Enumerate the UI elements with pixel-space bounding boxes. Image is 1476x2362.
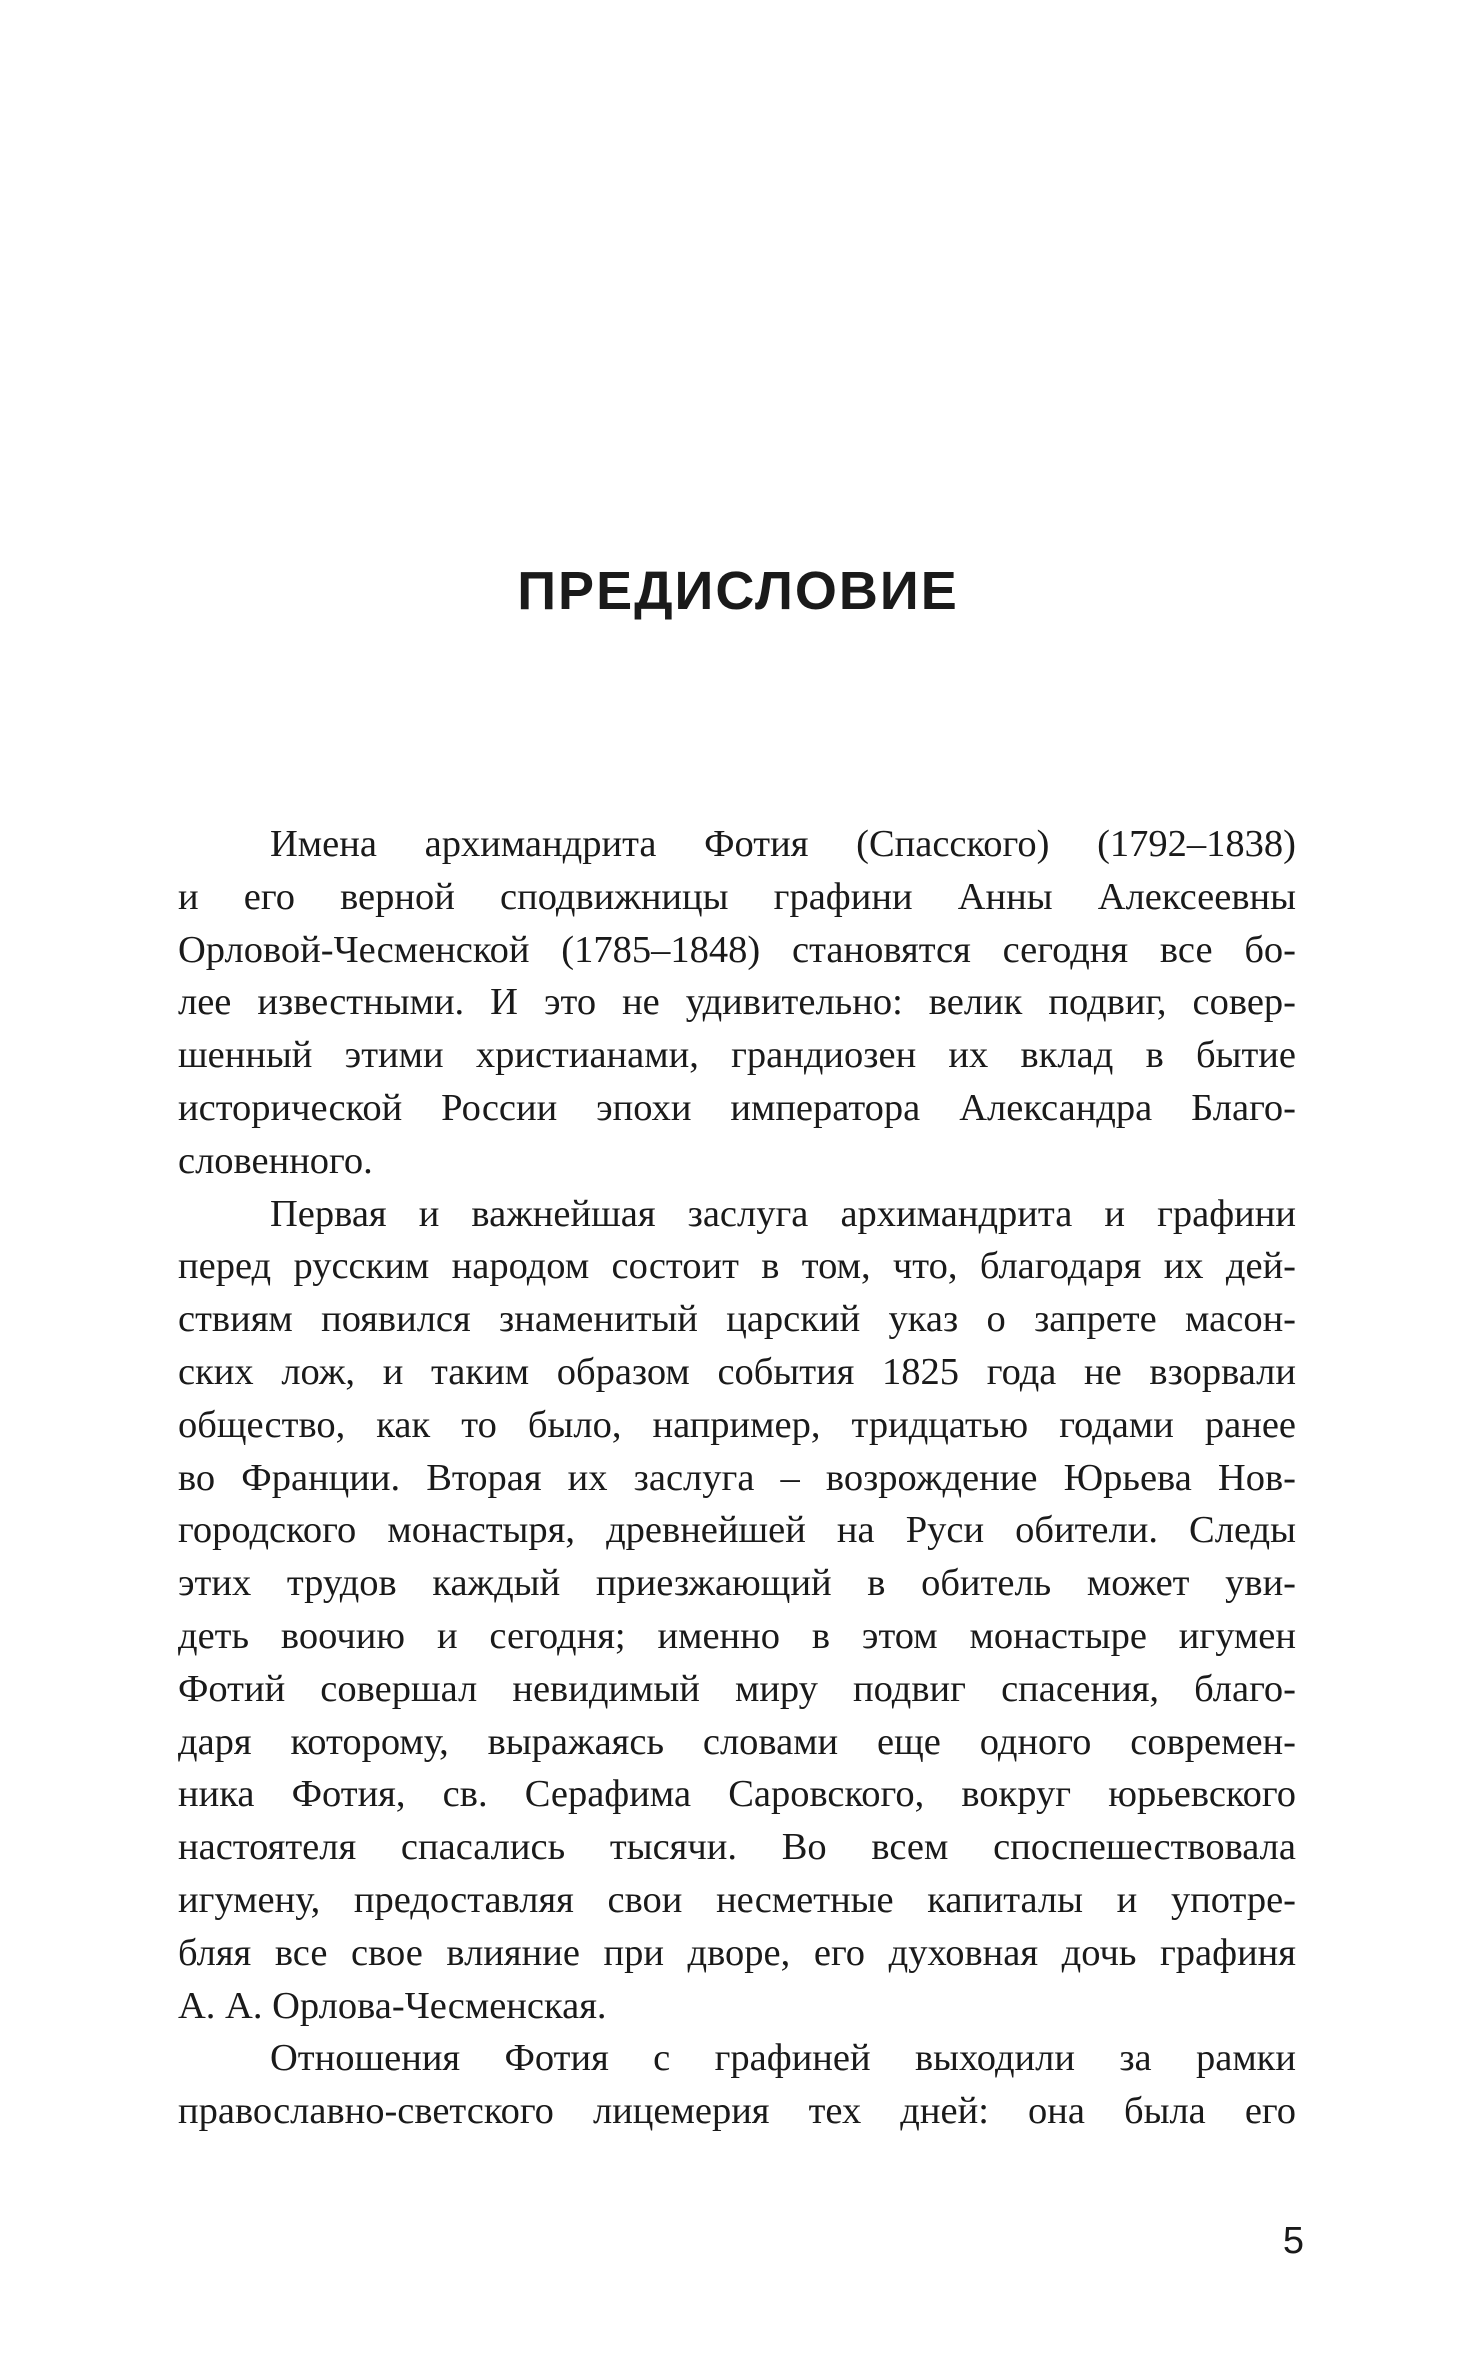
chapter-title: ПРЕДИСЛОВИЕ <box>517 561 959 621</box>
text-line: А. А. Орлова-Чесменская. <box>178 1984 607 2027</box>
text-line: Фотий совершал невидимый миру подвиг спасения, благо- <box>178 1667 1296 1710</box>
text-line: во Франции. Вторая их заслуга – возрождение Юрьева Нов- <box>178 1456 1296 1499</box>
text-line: Орловой-Чесменской (1785–1848) становятся сегодня все бо- <box>178 928 1296 971</box>
text-line: городского монастыря, древнейшей на Руси обители. Следы <box>178 1509 1296 1552</box>
text-line: деть воочию и сегодня; именно в этом монастыре игумен <box>178 1614 1296 1657</box>
text-line: даря которому, выражаясь словами еще одного современ- <box>178 1720 1296 1763</box>
page-number: 5 <box>1282 2220 1304 2262</box>
text-line: бляя все свое влияние при дворе, его духовная дочь графиня <box>178 1931 1296 1974</box>
text-line: шенный этими христианами, грандиозен их вклад в бытие <box>178 1034 1296 1077</box>
text-line: и его верной сподвижницы графини Анны Алексеевны <box>178 875 1296 918</box>
text-line: Отношения Фотия с графиней выходили за рамки <box>270 2037 1296 2080</box>
text-line: Имена архимандрита Фотия (Спасского) (1792–1838) <box>270 823 1296 865</box>
text-line: словенного. <box>178 1139 373 1182</box>
text-line: исторической России эпохи императора Александра Благо- <box>178 1086 1296 1129</box>
text-line: перед русским народом состоит в том, что, благодаря их дей- <box>178 1245 1296 1288</box>
text-line: православно-светского лицемерия тех дней: она была его <box>178 2090 1296 2133</box>
text-line: игумену, предоставляя свои несметные капиталы и употре- <box>178 1878 1296 1921</box>
body-text <box>178 818 1296 2138</box>
text-line: настоятеля спасались тысячи. Во всем споспешествовала <box>178 1826 1296 1869</box>
text-line: этих трудов каждый приезжающий в обитель может уви- <box>178 1562 1296 1605</box>
text-line: Первая и важнейшая заслуга архимандрита и графини <box>270 1192 1296 1235</box>
text-line: общество, как то было, например, тридцатью годами ранее <box>178 1403 1296 1446</box>
text-line: ствиям появился знаменитый царский указ о запрете масон- <box>178 1298 1296 1341</box>
text-line: лее известными. И это не удивительно: велик подвиг, совер- <box>178 981 1296 1024</box>
text-line: ника Фотия, св. Серафима Саровского, вокруг юрьевского <box>178 1773 1296 1816</box>
text-line: ских лож, и таким образом события 1825 года не взорвали <box>178 1350 1296 1393</box>
